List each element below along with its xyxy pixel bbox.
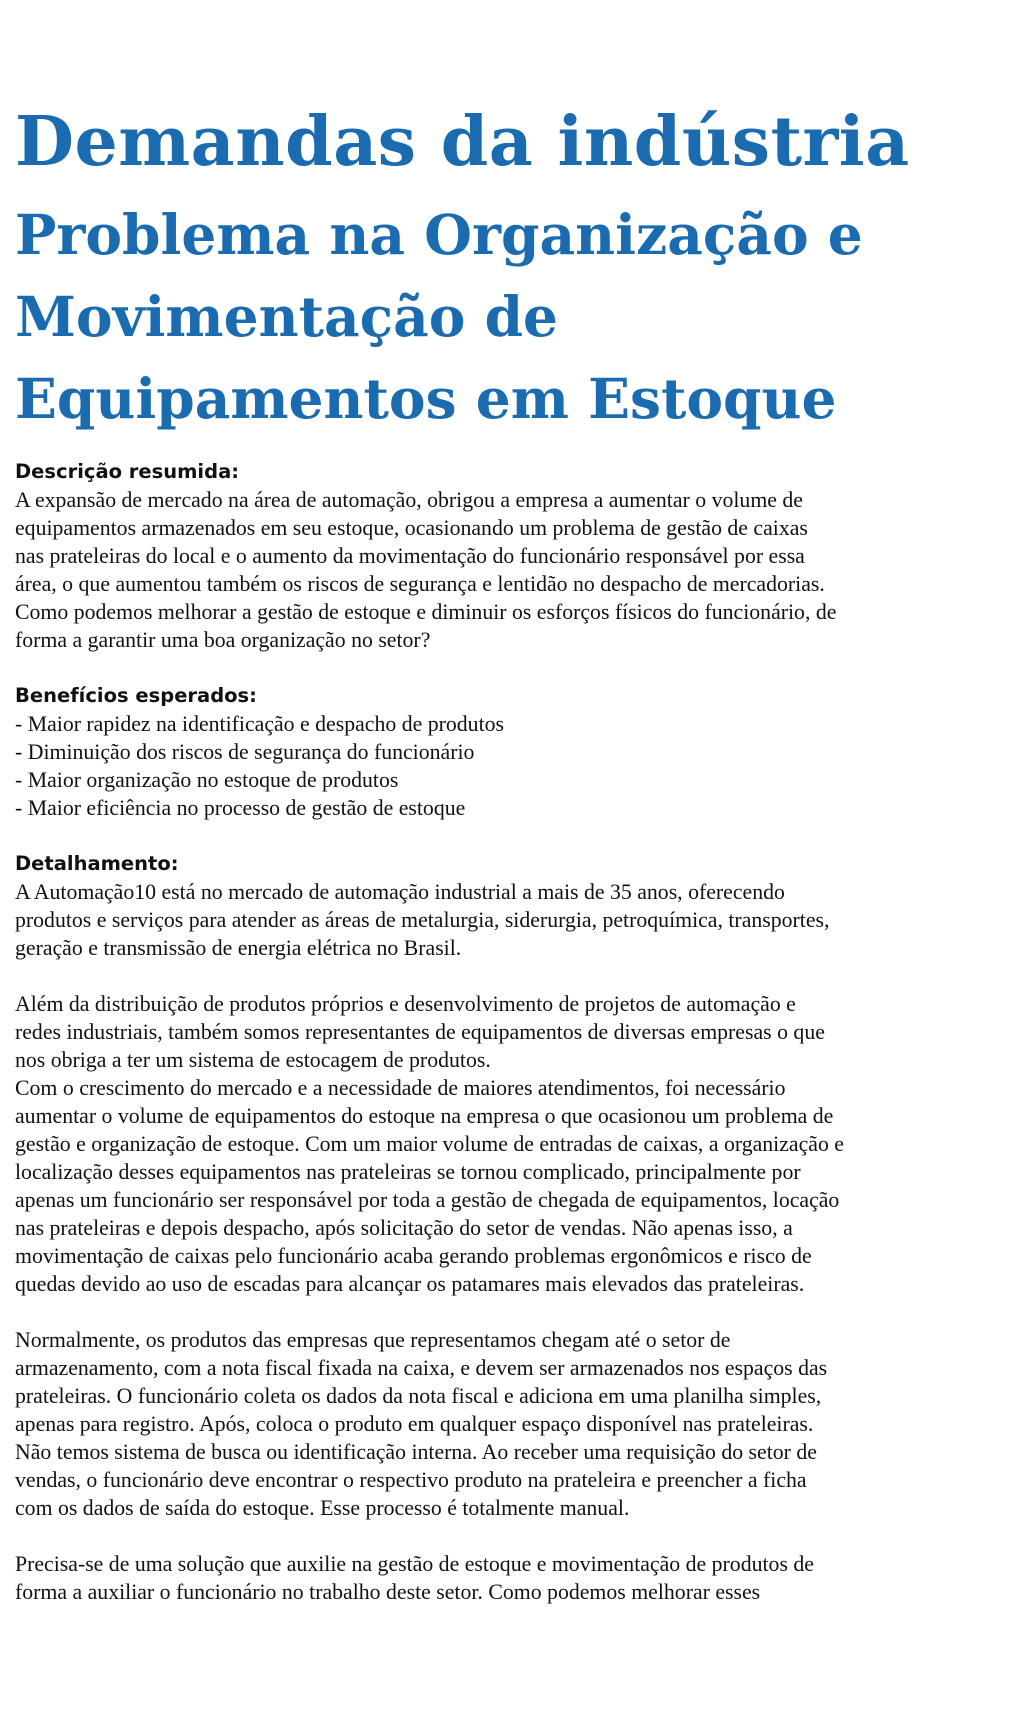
- text-line: apenas um funcionário ser responsável por toda a gestão de chegada de equipamentos, locação: [15, 1188, 840, 1212]
- text-line: quedas devido ao uso de escadas para alcançar os patamares mais elevados das prateleiras.: [15, 1272, 805, 1296]
- text-line: nos obriga a ter um sistema de estocagem de produtos.: [15, 1048, 491, 1072]
- text-line: apenas para registro. Após, coloca o produto em qualquer espaço disponível nas prateleiras.: [15, 1412, 814, 1436]
- section-heading-descricao: Descrição resumida:: [15, 460, 240, 483]
- benefits-list: [15, 710, 1020, 822]
- text-line: área, o que aumentou também os riscos de segurança e lentidão no despacho de mercadorias.: [15, 572, 825, 596]
- document-body: [15, 458, 1020, 1606]
- section-beneficios: [15, 682, 1020, 822]
- text-line: geração e transmissão de energia elétrica no Brasil.: [15, 936, 462, 960]
- section-heading-beneficios: Benefícios esperados:: [15, 684, 257, 707]
- text-line: A Automação10 está no mercado de automação industrial a mais de 35 anos, oferecendo: [15, 880, 785, 904]
- text-line: Não temos sistema de busca ou identificação interna. Ao receber uma requisição do setor de: [15, 1440, 817, 1464]
- list-item: - Maior organização no estoque de produtos: [15, 768, 399, 792]
- text-line: equipamentos armazenados em seu estoque, ocasionando um problema de gestão de caixas: [15, 516, 808, 540]
- text-line: forma a auxiliar o funcionário no trabalho deste setor. Como podemos melhorar esses: [15, 1580, 761, 1604]
- page-subtitle: [15, 194, 1020, 440]
- subtitle-line: Equipamentos em Estoque: [15, 366, 837, 431]
- text-line: movimentação de caixas pelo funcionário acaba gerando problemas ergonômicos e risco de: [15, 1244, 812, 1268]
- subtitle-line: Movimentação de: [15, 284, 559, 349]
- text-line: prateleiras. O funcionário coleta os dados da nota fiscal e adiciona em uma planilha simples,: [15, 1384, 822, 1408]
- document-page: [15, 0, 1020, 1606]
- section-heading-detalhamento: Detalhamento:: [15, 852, 179, 875]
- text-line: vendas, o funcionário deve encontrar o respectivo produto na prateleira e preencher a ficha: [15, 1468, 807, 1492]
- list-item: - Maior eficiência no processo de gestão de estoque: [15, 796, 466, 820]
- text-line: Como podemos melhorar a gestão de estoque e diminuir os esforços físicos do funcionário, de: [15, 600, 837, 624]
- text-line: gestão e organização de estoque. Com um maior volume de entradas de caixas, a organização e: [15, 1132, 844, 1156]
- text-line: armazenamento, com a nota fiscal fixada na caixa, e devem ser armazenados nos espaços das: [15, 1356, 828, 1380]
- spacer: [15, 1298, 1020, 1326]
- text-line: redes industriais, também somos representantes de equipamentos de diversas empresas o que: [15, 1020, 825, 1044]
- text-line: localização desses equipamentos nas prateleiras se tornou complicado, principalmente por: [15, 1160, 801, 1184]
- section-descricao: [15, 458, 1020, 654]
- spacer: [15, 654, 1020, 682]
- list-item: - Maior rapidez na identificação e despacho de produtos: [15, 712, 505, 736]
- spacer: [15, 962, 1020, 990]
- text-line: Normalmente, os produtos das empresas que representamos chegam até o setor de: [15, 1328, 731, 1352]
- spacer: [15, 1522, 1020, 1550]
- spacer: [15, 822, 1020, 850]
- text-line: Precisa-se de uma solução que auxilie na gestão de estoque e movimentação de produtos de: [15, 1552, 814, 1576]
- list-item: - Diminuição dos riscos de segurança do funcionário: [15, 740, 475, 764]
- text-line: Com o crescimento do mercado e a necessidade de maiores atendimentos, foi necessário: [15, 1076, 786, 1100]
- section-detalhamento: [15, 850, 1020, 1606]
- text-line: produtos e serviços para atender as áreas de metalurgia, siderurgia, petroquímica, transportes,: [15, 908, 830, 932]
- page-title: Demandas da indústria: [15, 102, 910, 182]
- subtitle-line: Problema na Organização e: [15, 202, 863, 267]
- text-line: com os dados de saída do estoque. Esse processo é totalmente manual.: [15, 1496, 630, 1520]
- text-line: nas prateleiras e depois despacho, após solicitação do setor de vendas. Não apenas isso, a: [15, 1216, 793, 1240]
- text-line: nas prateleiras do local e o aumento da movimentação do funcionário responsável por essa: [15, 544, 805, 568]
- text-line: A expansão de mercado na área de automação, obrigou a empresa a aumentar o volume de: [15, 488, 803, 512]
- text-line: forma a garantir uma boa organização no setor?: [15, 628, 431, 652]
- text-line: aumentar o volume de equipamentos do estoque na empresa o que ocasionou um problema de: [15, 1104, 834, 1128]
- text-line: Além da distribuição de produtos próprios e desenvolvimento de projetos de automação e: [15, 992, 796, 1016]
